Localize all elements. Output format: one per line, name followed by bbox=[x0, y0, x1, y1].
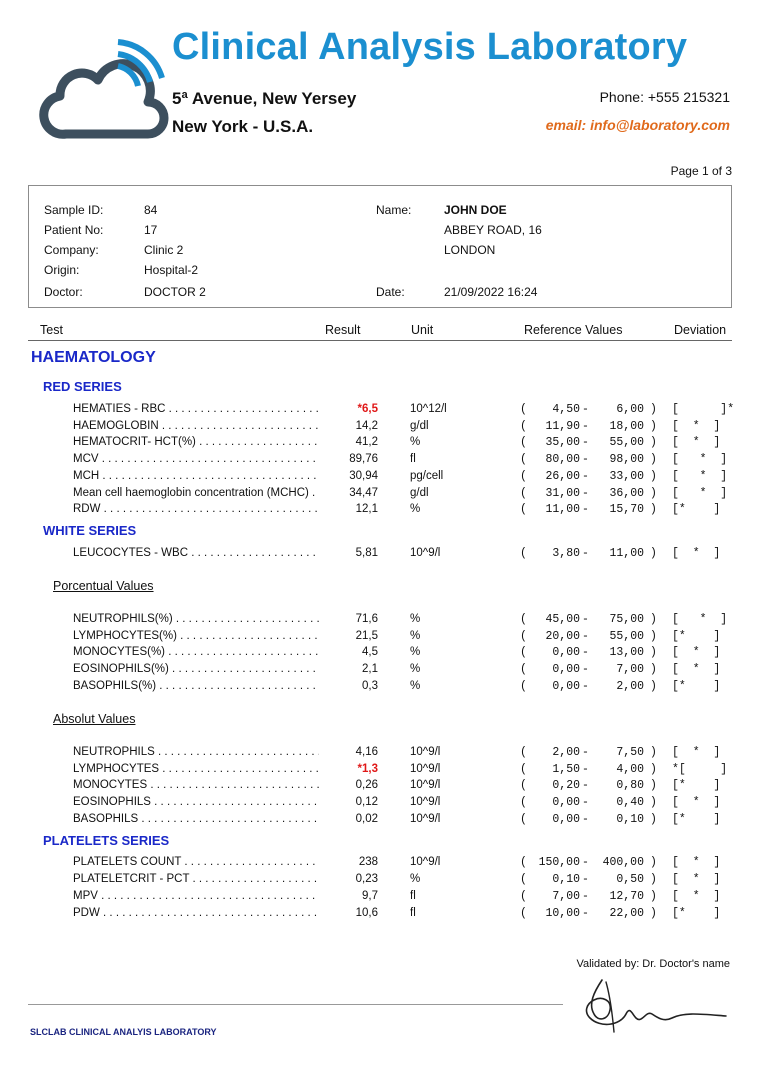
deviation-marker: [ * ] bbox=[672, 646, 721, 660]
validated-by: Validated by: Dr. Doctor's name bbox=[576, 958, 730, 970]
reference-high: 0,10 bbox=[616, 812, 644, 826]
table-row bbox=[0, 470, 762, 486]
sample-id-label: Sample ID: bbox=[44, 203, 104, 217]
test-unit: % bbox=[410, 629, 421, 642]
deviation-marker: [ * ] bbox=[672, 547, 721, 560]
test-unit: % bbox=[410, 663, 421, 676]
table-row bbox=[0, 487, 762, 503]
table-row bbox=[0, 630, 762, 646]
deviation-marker: [* ] bbox=[672, 629, 721, 643]
test-result: 0,02 bbox=[355, 812, 378, 825]
reference-low: 45,00 bbox=[545, 613, 580, 626]
reference-range: ( 2,00 - 7,50 ) bbox=[520, 746, 657, 759]
test-name: MPV . . . bbox=[73, 890, 319, 902]
test-unit: pg/cell bbox=[410, 469, 444, 482]
test-name: EOSINOPHILS . . . bbox=[73, 796, 319, 808]
patient-address-2: LONDON bbox=[444, 243, 496, 257]
reference-high: 7,00 bbox=[616, 663, 644, 677]
reference-low: 0,00 bbox=[552, 663, 580, 677]
patient-no-value: 17 bbox=[144, 223, 158, 237]
table-row bbox=[0, 746, 762, 762]
table-row bbox=[0, 890, 762, 906]
deviation-marker: [ * ] bbox=[672, 890, 721, 903]
reference-low: 0,00 bbox=[552, 646, 580, 660]
reference-low: 0,20 bbox=[552, 779, 580, 793]
test-unit: % bbox=[410, 679, 421, 692]
reference-range: ( 0,10 - 0,50 ) bbox=[520, 873, 657, 886]
lab-email: email: info@laboratory.com bbox=[545, 117, 730, 133]
name-label: Name: bbox=[376, 203, 412, 217]
deviation-marker: [* ] bbox=[672, 907, 721, 920]
reference-low: 0,00 bbox=[552, 796, 580, 810]
reference-low: 35,00 bbox=[545, 436, 580, 450]
reference-range: ( 1,50 - 4,00 ) bbox=[520, 762, 657, 776]
table-row bbox=[0, 436, 762, 452]
test-name: LYMPHOCYTES . . . bbox=[73, 763, 319, 775]
test-name: PLATELETCRIT - PCT . . . bbox=[73, 873, 319, 885]
company-value: Clinic 2 bbox=[144, 243, 184, 257]
header-divider bbox=[28, 340, 732, 341]
reference-range: ( 0,00 - 13,00 ) bbox=[520, 646, 657, 660]
reference-high: 0,80 bbox=[616, 779, 644, 793]
test-name: NEUTROPHILS(%) . . . bbox=[73, 613, 319, 625]
test-name: HAEMOGLOBIN . . . bbox=[73, 420, 319, 432]
patient-name: JOHN DOE bbox=[444, 203, 507, 217]
deviation-marker: [ * ] bbox=[672, 419, 721, 433]
reference-low: 1,50 bbox=[552, 762, 580, 776]
lab-phone: Phone: +555 215321 bbox=[599, 89, 730, 105]
reference-range: ( 0,20 - 0,80 ) bbox=[520, 779, 657, 793]
reference-range: ( 0,00 - 7,00 ) bbox=[520, 663, 657, 677]
reference-high: 33,00 bbox=[609, 469, 644, 483]
reference-range: ( 3,80 - 11,00 ) bbox=[520, 547, 657, 560]
address-line-1: 5ª Avenue, New Yersey bbox=[172, 89, 357, 108]
reference-low: 0,00 bbox=[552, 679, 580, 693]
reference-high: 55,00 bbox=[609, 629, 644, 643]
deviation-marker: [ * ] bbox=[672, 436, 721, 450]
test-result: 34,47 bbox=[349, 486, 378, 499]
test-result: 41,2 bbox=[355, 436, 378, 449]
deviation-marker: [ * ] bbox=[672, 453, 728, 467]
test-unit: % bbox=[410, 436, 421, 449]
table-row bbox=[0, 613, 762, 629]
test-name: MONOCYTES(%) . . . bbox=[73, 646, 319, 658]
test-unit: % bbox=[410, 873, 421, 885]
table-row bbox=[0, 763, 762, 779]
test-result: *1,3 bbox=[357, 762, 378, 775]
group-absolut-values: Absolut Values bbox=[53, 712, 136, 726]
reference-range: ( 11,90 - 18,00 ) bbox=[520, 419, 657, 433]
section-red-series: RED SERIES bbox=[43, 379, 122, 394]
deviation-marker: [ * ] bbox=[672, 856, 721, 869]
report-date: 21/09/2022 16:24 bbox=[444, 285, 538, 299]
deviation-marker: [* ] bbox=[672, 779, 721, 793]
patient-no-label: Patient No: bbox=[44, 223, 104, 237]
reference-range: ( 10,00 - 22,00 ) bbox=[520, 907, 657, 920]
test-result: 0,26 bbox=[355, 779, 378, 792]
reference-low: 0,00 bbox=[552, 812, 580, 826]
deviation-marker: [ * ] bbox=[672, 486, 728, 500]
table-row bbox=[0, 403, 762, 419]
sample-id-value: 84 bbox=[144, 203, 158, 217]
test-unit: g/dl bbox=[410, 419, 429, 432]
table-row bbox=[0, 503, 762, 519]
footer-text: SLCLAB CLINICAL ANALYIS LABORATORY bbox=[30, 1027, 217, 1037]
deviation-marker: [ * ] bbox=[672, 469, 728, 483]
reference-range: ( 0,00 - 0,40 ) bbox=[520, 796, 657, 810]
doctor-label: Doctor: bbox=[44, 285, 83, 299]
table-row bbox=[0, 680, 762, 696]
reference-high: 400,00 bbox=[602, 856, 644, 869]
test-result: 71,6 bbox=[355, 613, 378, 625]
reference-low: 2,00 bbox=[552, 746, 580, 759]
reference-low: 20,00 bbox=[545, 629, 580, 643]
test-result: 12,1 bbox=[355, 503, 378, 516]
reference-high: 4,00 bbox=[616, 762, 644, 776]
reference-high: 36,00 bbox=[609, 486, 644, 500]
test-name: EOSINOPHILS(%) . . . bbox=[73, 663, 319, 675]
reference-high: 7,50 bbox=[616, 746, 644, 759]
table-row bbox=[0, 547, 762, 563]
reference-range: ( 80,00 - 98,00 ) bbox=[520, 453, 657, 467]
reference-low: 0,10 bbox=[552, 873, 580, 886]
reference-range: ( 0,00 - 2,00 ) bbox=[520, 679, 657, 693]
reference-low: 7,00 bbox=[552, 890, 580, 903]
reference-range: ( 4,50 - 6,00 ) bbox=[520, 403, 657, 416]
reference-high: 11,00 bbox=[609, 547, 644, 560]
test-name: MONOCYTES . . . bbox=[73, 779, 319, 791]
test-name: Mean cell haemoglobin concentration (MCHC) . . . bbox=[73, 487, 319, 499]
test-name: RDW . . . bbox=[73, 503, 319, 515]
test-name: HEMATOCRIT- HCT(%) . . . bbox=[73, 436, 319, 448]
cloud-wifi-icon bbox=[36, 38, 176, 146]
group-porcentual-values: Porcentual Values bbox=[53, 579, 154, 593]
reference-range: ( 11,00 - 15,70 ) bbox=[520, 503, 657, 517]
test-name: MCH . . . bbox=[73, 470, 319, 482]
table-row bbox=[0, 856, 762, 872]
test-name: LEUCOCYTES - WBC . . . bbox=[73, 547, 319, 559]
reference-high: 2,00 bbox=[616, 679, 644, 693]
origin-value: Hospital-2 bbox=[144, 263, 199, 277]
reference-low: 10,00 bbox=[545, 907, 580, 920]
deviation-marker: [ * ] bbox=[672, 663, 721, 677]
test-unit: 10^9/l bbox=[410, 762, 441, 775]
deviation-marker: [ * ] bbox=[672, 613, 728, 626]
deviation-marker: [ * ] bbox=[672, 796, 721, 810]
reference-low: 150,00 bbox=[538, 856, 580, 869]
test-result: *6,5 bbox=[357, 403, 378, 415]
column-deviation: Deviation bbox=[674, 323, 727, 337]
reference-high: 0,50 bbox=[616, 873, 644, 886]
patient-address-1: ABBEY ROAD, 16 bbox=[444, 223, 542, 237]
test-name: LYMPHOCYTES(%) . . . bbox=[73, 630, 319, 642]
test-result: 30,94 bbox=[349, 469, 378, 482]
reference-range: ( 150,00 - 400,00 ) bbox=[520, 856, 657, 869]
test-unit: 10^9/l bbox=[410, 796, 441, 809]
test-unit: % bbox=[410, 646, 421, 659]
reference-low: 31,00 bbox=[545, 486, 580, 500]
test-unit: g/dl bbox=[410, 486, 429, 499]
reference-low: 80,00 bbox=[545, 453, 580, 467]
reference-high: 98,00 bbox=[609, 453, 644, 467]
deviation-marker: [ * ] bbox=[672, 873, 721, 886]
test-result: 9,7 bbox=[362, 890, 378, 902]
reference-range: ( 35,00 - 55,00 ) bbox=[520, 436, 657, 450]
test-unit: % bbox=[410, 613, 421, 625]
test-unit: 10^9/l bbox=[410, 779, 441, 792]
lab-name: Clinical Analysis Laboratory bbox=[172, 26, 688, 68]
table-row bbox=[0, 813, 762, 829]
table-row bbox=[0, 907, 762, 923]
table-row bbox=[0, 796, 762, 812]
reference-high: 13,00 bbox=[609, 646, 644, 660]
deviation-marker: [* ] bbox=[672, 503, 721, 517]
reference-range: ( 7,00 - 12,70 ) bbox=[520, 890, 657, 903]
deviation-marker: [* ] bbox=[672, 812, 721, 826]
column-reference: Reference Values bbox=[524, 323, 623, 337]
handwritten-signature bbox=[580, 970, 730, 1040]
test-name: PDW . . . bbox=[73, 907, 319, 919]
test-result: 89,76 bbox=[349, 453, 378, 466]
test-result: 14,2 bbox=[355, 419, 378, 432]
reference-low: 3,80 bbox=[552, 547, 580, 560]
test-name: PLATELETS COUNT . . . bbox=[73, 856, 319, 868]
test-result: 5,81 bbox=[355, 547, 378, 559]
reference-high: 75,00 bbox=[609, 613, 644, 626]
test-name: MCV . . . bbox=[73, 453, 319, 465]
column-test: Test bbox=[40, 323, 63, 337]
deviation-marker: [* ] bbox=[672, 679, 721, 693]
test-unit: 10^9/l bbox=[410, 746, 441, 758]
test-unit: 10^12/l bbox=[410, 403, 447, 415]
reference-range: ( 20,00 - 55,00 ) bbox=[520, 629, 657, 643]
section-haematology: HAEMATOLOGY bbox=[31, 349, 156, 366]
origin-label: Origin: bbox=[44, 263, 80, 277]
test-result: 10,6 bbox=[355, 907, 378, 919]
page-number: Page 1 of 3 bbox=[670, 164, 732, 178]
test-result: 2,1 bbox=[362, 663, 378, 676]
test-unit: 10^9/l bbox=[410, 812, 441, 825]
section-white-series: WHITE SERIES bbox=[43, 523, 137, 538]
test-unit: 10^9/l bbox=[410, 547, 441, 559]
reference-range: ( 26,00 - 33,00 ) bbox=[520, 469, 657, 483]
table-row bbox=[0, 873, 762, 889]
reference-low: 4,50 bbox=[552, 403, 580, 416]
test-unit: fl bbox=[410, 907, 416, 919]
test-result: 0,3 bbox=[362, 679, 378, 692]
reference-high: 15,70 bbox=[609, 503, 644, 517]
section-platelets-series: PLATELETS SERIES bbox=[43, 833, 170, 848]
column-result: Result bbox=[325, 323, 361, 337]
table-row bbox=[0, 453, 762, 469]
test-name: HEMATIES - RBC . . . bbox=[73, 403, 319, 415]
test-result: 4,16 bbox=[355, 746, 378, 758]
test-result: 21,5 bbox=[355, 629, 378, 642]
reference-high: 55,00 bbox=[609, 436, 644, 450]
table-row bbox=[0, 663, 762, 679]
column-unit: Unit bbox=[411, 323, 434, 337]
deviation-marker: *[ ] bbox=[672, 762, 728, 776]
table-row bbox=[0, 420, 762, 436]
reference-range: ( 31,00 - 36,00 ) bbox=[520, 486, 657, 500]
reference-low: 11,00 bbox=[545, 503, 580, 517]
deviation-marker: [ * ] bbox=[672, 746, 721, 759]
table-row bbox=[0, 646, 762, 662]
reference-high: 6,00 bbox=[616, 403, 644, 416]
test-unit: fl bbox=[410, 453, 416, 466]
reference-high: 18,00 bbox=[609, 419, 644, 433]
test-name: NEUTROPHILS . . . bbox=[73, 746, 319, 758]
reference-range: ( 45,00 - 75,00 ) bbox=[520, 613, 657, 626]
deviation-marker: [ ]* bbox=[672, 403, 735, 416]
reference-range: ( 0,00 - 0,10 ) bbox=[520, 812, 657, 826]
reference-high: 0,40 bbox=[616, 796, 644, 810]
test-result: 0,23 bbox=[355, 873, 378, 885]
reference-high: 12,70 bbox=[609, 890, 644, 903]
company-label: Company: bbox=[44, 243, 99, 257]
doctor-value: DOCTOR 2 bbox=[144, 285, 206, 299]
test-result: 0,12 bbox=[355, 796, 378, 809]
reference-high: 22,00 bbox=[609, 907, 644, 920]
reference-low: 26,00 bbox=[545, 469, 580, 483]
table-row bbox=[0, 779, 762, 795]
date-label: Date: bbox=[376, 285, 405, 299]
footer-divider bbox=[28, 1004, 563, 1005]
test-result: 4,5 bbox=[362, 646, 378, 659]
test-name: BASOPHILS . . . bbox=[73, 813, 319, 825]
test-unit: 10^9/l bbox=[410, 856, 441, 868]
reference-low: 11,90 bbox=[545, 419, 580, 433]
test-name: BASOPHILS(%) . . . bbox=[73, 680, 319, 692]
address-line-2: New York - U.S.A. bbox=[172, 117, 314, 136]
test-result: 238 bbox=[358, 856, 378, 868]
test-unit: % bbox=[410, 503, 421, 516]
test-unit: fl bbox=[410, 890, 416, 902]
